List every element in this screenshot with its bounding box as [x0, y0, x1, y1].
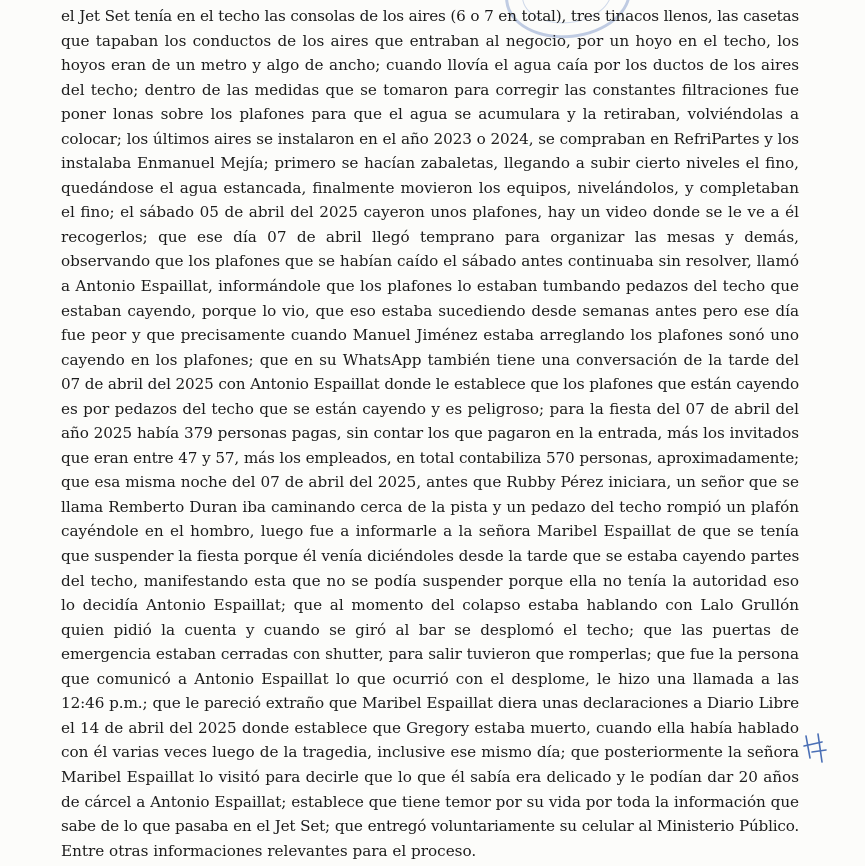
text-line: fue peor y que precisamente cuando Manuel Jiménez estaba arreglando los plafones sonó uno	[61, 326, 799, 345]
text-line: sabe de lo que pasaba en el Jet Set; que entregó voluntariamente su celular al Ministerio Público.	[61, 817, 799, 836]
text-line: 12:46 p.m.; que le pareció extraño que Maribel Espaillat diera unas declaraciones a Diario Libre	[61, 694, 799, 713]
text-line: instalaba Enmanuel Mejía; primero se hacían zabaletas, llegando a subir cierto niveles el fino,	[61, 154, 799, 173]
text-line: llama Remberto Duran iba caminando cerca de la pista y un pedazo del techo rompió un plafón	[61, 497, 799, 516]
text-line: Maribel Espaillat lo visitó para decirle que lo que él sabía era delicado y le podían dar 20 años	[61, 767, 799, 786]
text-line: que tapaban los conductos de los aires que entraban al negocio, por un hoyo en el techo, los	[61, 31, 799, 50]
text-line: con él varias veces luego de la tragedia, inclusive ese mismo día; que posteriormente la señora	[61, 743, 799, 762]
text-line: observando que los plafones que se habían caído el sábado antes continuaba sin resolver, llamó	[61, 252, 799, 271]
text-line: colocar; los últimos aires se instalaron en el año 2023 o 2024, se compraban en RefriPartes y los	[61, 129, 799, 148]
text-line: que suspender la fiesta porque él venía diciéndoles desde la tarde que se estaba cayendo partes	[61, 547, 800, 566]
text-line: emergencia estaban cerradas con shutter, para salir tuvieron que romperlas; que fue la persona	[61, 645, 799, 664]
text-line: que comunicó a Antonio Espaillat lo que ocurrió con el desplome, le hizo una llamada a las	[61, 669, 799, 688]
text-line: estaban cayendo, porque lo vio, que eso estaba sucediendo desde semanas antes pero ese día	[61, 301, 799, 320]
text-line: poner lonas sobre los plafones para que el agua se acumulara y la retiraban, volviéndolas a	[61, 105, 799, 124]
handwritten-initials-mark	[800, 728, 830, 768]
text-line: es por pedazos del techo que se están cayendo y es peligroso; para la fiesta del 07 de abril del	[61, 399, 799, 418]
text-line: del techo, manifestando esta que no se podía suspender porque ella no tenía la autoridad eso	[61, 571, 799, 590]
text-line: cayéndole en el hombro, luego fue a informarle a la señora Maribel Espaillat de que se tenía	[61, 522, 799, 541]
text-line: recogerlos; que ese día 07 de abril llegó temprano para organizar las mesas y demás,	[61, 227, 799, 246]
text-line: hoyos eran de un metro y algo de ancho; cuando llovía el agua caía por los ductos de los aires	[61, 56, 799, 75]
text-line: año 2025 había 379 personas pagas, sin contar los que pagaron en la entrada, más los invitados	[61, 424, 799, 443]
text-line: cayendo en los plafones; que en su WhatsApp también tiene una conversación de la tarde del	[61, 350, 799, 369]
text-line: de cárcel a Antonio Espaillat; establece que tiene temor por su vida por toda la información que	[61, 792, 799, 811]
text-line: que eran entre 47 y 57, más los empleados, en total contabiliza 570 personas, aproximadamente;	[61, 448, 799, 467]
text-line: 07 de abril del 2025 con Antonio Espaillat donde le establece que los plafones que están cayendo	[61, 375, 799, 394]
text-line: lo decidía Antonio Espaillat; que al momento del colapso estaba hablando con Lalo Grullón	[61, 596, 799, 615]
text-line: el 14 de abril del 2025 donde establece que Gregory estaba muerto, cuando ella había hablado	[61, 718, 799, 737]
text-line: quedándose el agua estancada, finalmente movieron los equipos, nivelándolos, y completaban	[61, 178, 799, 197]
text-line: del techo; dentro de las medidas que se tomaron para corregir las constantes filtraciones fue	[61, 80, 799, 99]
text-line: el Jet Set tenía en el techo las consolas de los aires (6 o 7 en total), tres tinacos llenos, las casetas	[61, 7, 799, 25]
text-line: que esa misma noche del 07 de abril del 2025, antes que Rubby Pérez iniciara, un señor que se	[61, 473, 799, 492]
text-line: el fino; el sábado 05 de abril del 2025 cayeron unos plafones, hay un video donde se le ve a él	[61, 203, 799, 222]
text-line: a Antonio Espaillat, informándole que los plafones lo estaban tumbando pedazos del techo que	[61, 277, 799, 296]
text-line-last: Entre otras informaciones relevantes para el proceso.	[61, 841, 477, 860]
document-body-text	[61, 4, 799, 863]
text-line: quien pidió la cuenta y cuando se giró al bar se desplomó el techo; que las puertas de	[61, 620, 799, 639]
